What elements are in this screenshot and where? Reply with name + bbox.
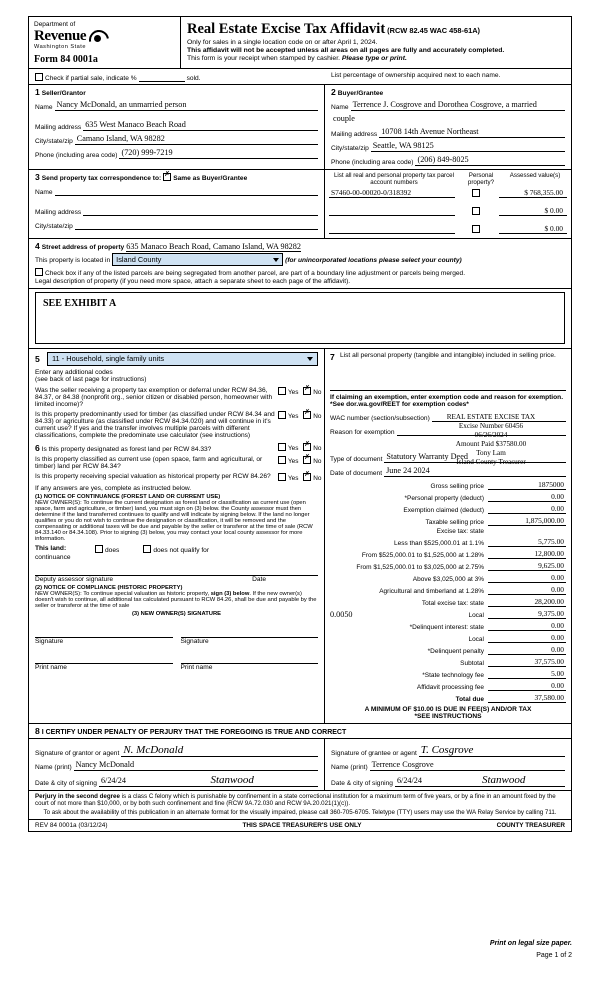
new-owner-signature-field-2[interactable] <box>181 623 319 638</box>
calc-value-6[interactable]: 12,800.00 <box>488 549 566 559</box>
table-row <box>329 206 567 216</box>
parcel-table <box>325 170 571 238</box>
department-label: Department of <box>34 21 76 28</box>
question-4-answers <box>278 456 322 470</box>
q3-no-checkbox[interactable] <box>303 443 311 451</box>
question-1-answers <box>278 387 322 408</box>
same-as-buyer-checkbox[interactable] <box>163 173 171 181</box>
question-3-answers <box>278 443 322 453</box>
q3-no-label: No <box>313 445 322 452</box>
legal-description-note: Legal description of property (if you need more space, attach a separate sheet to each page of the affidavit). <box>35 278 351 285</box>
table-row <box>329 188 567 198</box>
seller-citystatezip-label: City/state/zip <box>35 138 73 145</box>
certify-text: I CERTIFY UNDER PENALTY OF PERJURY THAT THE FOREGOING IS TRUE AND CORRECT <box>41 729 347 736</box>
buyer-citystatezip-value[interactable]: Seattle, WA 98125 <box>371 141 565 152</box>
grantor-name-label: Name (print) <box>35 764 72 771</box>
calc-label-10: Total excise tax: state <box>421 600 484 607</box>
buyer-name-value[interactable]: Terrence J. Cosgrove and Dorothea Cosgrove, a married <box>351 100 565 111</box>
header-sub-2: This affidavit will not be accepted unless all areas on all pages are fully and accurately completed. <box>187 47 505 54</box>
assessed-value-column-header: Assessed value(s) <box>509 172 561 179</box>
calc-label-0: Gross selling price <box>430 483 484 490</box>
corr-mailing-label: Mailing address <box>35 209 82 216</box>
question-2-answers <box>278 411 322 439</box>
calc-value-14[interactable]: 0.00 <box>488 645 566 655</box>
form-number: Form 84 0001a <box>34 54 98 65</box>
grantor-date-value[interactable]: 6/24/24 <box>99 776 209 787</box>
lower-section <box>29 348 571 723</box>
stamp-line-2: Excise Number 60456 <box>458 422 524 430</box>
calc-label-11: Local <box>468 612 484 619</box>
buyer-section-number: 2 <box>331 87 336 97</box>
print-legal-note: Print on legal size paper. <box>489 940 572 947</box>
personal-property-checkbox-1[interactable] <box>472 189 480 197</box>
new-owner-printname-field-1[interactable] <box>35 649 173 664</box>
section-8-number: 8 <box>35 726 40 736</box>
buyer-mailing-value[interactable]: 10708 14th Avenue Northeast <box>379 127 565 138</box>
header-sub-3b: Please type or print. <box>341 55 407 62</box>
calc-value-7[interactable]: 9,625.00 <box>488 561 566 571</box>
corr-mailing-value[interactable] <box>83 205 318 216</box>
calc-value-17[interactable]: 0.00 <box>488 681 566 691</box>
calc-value-13[interactable]: 0.00 <box>488 633 566 643</box>
q2-no-label: No <box>313 413 322 420</box>
q2-no-checkbox[interactable] <box>303 411 311 419</box>
revenue-wordmark: Revenue <box>34 28 87 44</box>
new-owner-printname-label-2: Print name <box>180 664 213 671</box>
buyer-citystatezip-label: City/state/zip <box>331 145 369 152</box>
partial-sale-sold: sold. <box>186 75 201 82</box>
section-5-number: 5 <box>35 354 40 364</box>
seller-phone-label: Phone (including area code) <box>35 152 118 159</box>
new-owner-printname-field-2[interactable] <box>181 649 319 664</box>
q4-yes-label: Yes <box>288 458 299 465</box>
calc-label-18: Total due <box>455 696 484 703</box>
q4-no-checkbox[interactable] <box>303 456 311 464</box>
q1-no-checkbox[interactable] <box>303 387 311 395</box>
land-does-qualify-checkbox[interactable] <box>95 545 103 553</box>
document-type-value[interactable]: Statutory Warranty Deed <box>384 452 566 463</box>
page-title: Real Estate Excise Tax Affidavit <box>187 21 386 37</box>
q1-no-label: No <box>313 389 322 396</box>
historic-header: (2) NOTICE OF COMPLIANCE (HISTORIC PROPERTY) <box>35 585 183 591</box>
assessed-value-2[interactable]: $ 0.00 <box>499 206 567 216</box>
calc-value-11[interactable]: 9,375.00 <box>488 609 566 619</box>
tty-note: To ask about the availability of this publication in an alternate format for the visually impaired, please call 360-705-6705. Teletype (TTY) users may use the WA Relay Service by calling 711. <box>43 809 557 816</box>
calc-label-7: From $1,525,000.01 to $3,025,000 at 2.75% <box>356 564 484 571</box>
parcel-number-1[interactable]: S7460-00-00020-0/318392 <box>329 188 455 198</box>
seller-mailing-value[interactable]: 635 West Manaco Beach Road <box>83 120 318 131</box>
grantor-city-value[interactable]: Stanwood <box>208 774 318 787</box>
page-number: Page 1 of 2 <box>536 952 572 959</box>
treasurer-use-label: THIS SPACE TREASURER'S USE ONLY <box>242 822 362 829</box>
grantee-name-value[interactable]: Terrence Cosgrove <box>370 760 565 771</box>
calc-value-16[interactable]: 5.00 <box>488 669 566 679</box>
corr-citystatezip-value[interactable] <box>75 219 318 230</box>
section-3-number: 3 <box>35 172 40 182</box>
stamp-line-6: Island County Treasurer <box>456 458 526 466</box>
rev-number: REV 84 0001a (03/12/24) <box>35 822 108 829</box>
deputy-assessor-signature-field[interactable] <box>35 561 318 576</box>
personal-property-checkbox-3[interactable] <box>472 225 480 233</box>
partial-sale-row <box>29 69 571 85</box>
q1-yes-checkbox[interactable] <box>278 387 286 395</box>
table-row <box>329 224 567 234</box>
exemption-reason-label: Reason for exemption <box>330 429 395 436</box>
seller-name-label: Name <box>35 104 53 111</box>
segregated-checkbox[interactable] <box>35 268 43 276</box>
assessed-value-3[interactable]: $ 0.00 <box>499 224 567 234</box>
question-1-text: Was the seller receiving a property tax exemption or deferral under RCW 84.36, 84.37, or 84.38 (nonprofit org., senior citizen or disabled person, homeowner with limited income)? <box>35 387 273 408</box>
section-5 <box>29 349 325 723</box>
grantee-date-label: Date & city of signing <box>331 780 393 787</box>
question-3-text: Is this property designated as forest land per RCW 84.33? <box>41 446 212 453</box>
document-type-label: Type of document <box>330 456 383 463</box>
seller-phone-value[interactable]: (720) 999-7219 <box>119 148 318 159</box>
new-owner-signature-label-2: Signature <box>180 638 209 645</box>
land-use-code-select[interactable]: 11 - Household, single family units <box>47 352 318 366</box>
title-block <box>181 17 571 68</box>
q4-yes-checkbox[interactable] <box>278 456 286 464</box>
calc-label-9: Agricultural and timberland at 1.28% <box>379 588 484 595</box>
located-in-label: This property is located in <box>35 257 111 264</box>
seller-mailing-label: Mailing address <box>35 124 82 131</box>
q3-yes-checkbox[interactable] <box>278 443 286 451</box>
parcel-column-header: List all real and personal property tax parcel account numbers <box>333 172 455 186</box>
section-7 <box>325 349 571 723</box>
q4-no-label: No <box>313 458 322 465</box>
stamp-line-3: 06/26/2024 <box>474 431 508 439</box>
corr-name-label: Name <box>35 189 53 196</box>
buyer-block <box>325 85 571 169</box>
assessed-value-1[interactable]: $ 768,355.00 <box>499 188 567 198</box>
parties-block <box>29 85 571 170</box>
calc-value-9[interactable]: 0.00 <box>488 585 566 595</box>
calc-value-12[interactable]: 0.00 <box>488 621 566 631</box>
question-5-answers <box>278 473 322 482</box>
wac-number-label: WAC number (section/subsection) <box>330 415 430 422</box>
historic-body: NEW OWNER(S): To continue special valuation as historic property, sign (3) below. If the new owner(s) doesn't wish to continue, all additional tax calculated pursuant to RCW 84.26, shall be due and payable by the seller or transferor at the time of sale <box>35 591 317 609</box>
q2-yes-label: Yes <box>288 413 299 420</box>
header-sub-3a: This form is your receipt when stamped by cashier. <box>187 55 342 62</box>
seller-citystatezip-value[interactable]: Camano Island, WA 98282 <box>75 134 318 145</box>
calc-label-12: *Delinquent interest: state <box>409 624 484 631</box>
question-2-text: Is this property predominantly used for timber (as classified under RCW 84.34 and 84.33) or agriculture (as classified under RCW 84.34.020) and will continue in it's current use? If yes and the transfer involves multiple parcels with different classifications, complete the predominate use calculator (see instructions) <box>35 411 275 439</box>
buyer-mailing-label: Mailing address <box>331 131 378 138</box>
q2-yes-checkbox[interactable] <box>278 411 286 419</box>
grantor-signature-block <box>29 739 325 790</box>
calc-value-10[interactable]: 28,200.00 <box>488 597 566 607</box>
enter-codes-label: Enter any additional codes <box>35 369 113 376</box>
question-4-text: Is this property classified as current use (open space, farm and agricultural, or timber) land per RCW 84.34? <box>35 456 263 470</box>
grantee-date-value[interactable]: 6/24/24 <box>395 776 480 787</box>
stamp-line-1: REAL ESTATE EXCISE TAX <box>446 413 536 421</box>
parcel-number-3[interactable] <box>329 233 455 234</box>
grantee-signature-value[interactable]: T. Cosgrove <box>419 744 565 757</box>
calc-label-13: Local <box>468 636 484 643</box>
calc-value-2[interactable]: 0.00 <box>488 504 566 514</box>
new-owner-signature-header: (3) NEW OWNER(S) SIGNATURE <box>131 611 222 617</box>
state-label: Washington State <box>34 44 86 50</box>
q5-no-checkbox[interactable] <box>303 473 311 481</box>
section-4-number: 4 <box>35 241 40 251</box>
same-as-buyer-label: Same as Buyer/Grantee <box>173 175 248 182</box>
deputy-assessor-date-label: Date <box>252 576 266 583</box>
county-select[interactable]: Island County <box>112 253 283 266</box>
personal-property-checkbox-2[interactable] <box>472 207 480 215</box>
segregated-note: Check box if any of the listed parcels are being segregated from another parcel, are part of a boundary line adjustment or parcels being merged. <box>45 270 466 277</box>
section-7-number: 7 <box>330 352 335 362</box>
seller-name-value[interactable]: Nancy McDonald, an unmarried person <box>55 100 318 111</box>
calc-label-6: From $525,000.01 to $1,525,000 at 1.28% <box>361 552 484 559</box>
calc-label-17: Affidavit processing fee <box>416 684 484 691</box>
q1-yes-label: Yes <box>288 389 299 396</box>
form-frame <box>28 16 572 832</box>
this-land-label: This land: <box>35 545 67 552</box>
corr-name-value[interactable] <box>55 185 318 196</box>
section-4 <box>29 239 571 289</box>
perjury-bold: Perjury in the second degree <box>35 793 120 800</box>
continuance-word: continuance <box>35 554 71 561</box>
grantor-signature-value[interactable]: N. McDonald <box>121 744 318 757</box>
form-header <box>29 17 571 69</box>
parcel-number-2[interactable] <box>329 215 455 216</box>
calc-value-8[interactable]: 0.00 <box>488 573 566 583</box>
header-sub-1: Only for sales in a single location code on or after April 1, 2024. <box>187 39 378 46</box>
county-hint: (for unincorporated locations please select your county) <box>285 257 462 264</box>
continuance-header: (1) NOTICE OF CONTINUANCE (FOREST LAND OR CURRENT USE) <box>35 494 221 500</box>
buyer-phone-value[interactable]: (206) 849-8025 <box>415 155 565 166</box>
buyer-phone-label: Phone (including area code) <box>331 159 414 166</box>
stamp-line-5: Tony Lam <box>476 449 506 457</box>
corr-citystatezip-label: City/state/zip <box>35 223 73 230</box>
agency-block <box>29 17 181 68</box>
calc-label-4: Excise tax: state <box>436 528 484 535</box>
legal-description-box[interactable]: SEE EXHIBIT A <box>35 292 565 344</box>
new-owner-signature-label-1: Signature <box>35 638 64 645</box>
document-date-label: Date of document <box>330 470 383 477</box>
perjury-text: is a class C felony which is punishable by confinement in a state correctional institution for a maximum term of five years, or by a fine in an amount fixed by the court of not more than $10,000, or by both such confinement and fine (RCW 9A.72.030 and RCW 9A.20.021(1)(c)). <box>35 793 556 807</box>
county-treasurer-label: COUNTY TREASURER <box>496 822 565 829</box>
q5-no-label: No <box>313 475 322 482</box>
calc-label-8: Above $3,025,000 at 3% <box>412 576 484 583</box>
calc-label-16: *State technology fee <box>422 672 484 679</box>
land-does-not-label: does not qualify for <box>153 547 210 554</box>
section-3-heading: Send property tax correspondence to: <box>41 175 162 182</box>
calc-value-18[interactable]: 37,580.00 <box>488 693 566 703</box>
q3-yes-label: Yes <box>288 445 299 452</box>
buyer-name-value-2[interactable]: couple <box>333 114 355 123</box>
grantor-signature-label: Signature of grantor or agent <box>35 750 120 757</box>
document-date-value[interactable]: June 24 2024 <box>384 466 566 477</box>
grantee-signature-block <box>325 739 571 790</box>
buyer-heading: Buyer/Grantee <box>337 90 384 97</box>
calc-label-15: Subtotal <box>460 660 484 667</box>
seller-heading: Seller/Grantor <box>41 90 86 97</box>
grantor-date-label: Date & city of signing <box>35 780 97 787</box>
deputy-assessor-signature-label: Deputy assessor signature <box>35 576 114 583</box>
seller-section-number: 1 <box>35 87 40 97</box>
minimum-due-note: A MINIMUM OF $10.00 IS DUE IN FEE(S) AND/OR TAX <box>364 706 532 713</box>
section-8 <box>29 738 571 790</box>
calc-label-1: *Personal property (deduct) <box>404 495 484 502</box>
section-3 <box>29 170 571 239</box>
perjury-footer <box>29 790 571 819</box>
new-owner-signature-field-1[interactable] <box>35 623 173 638</box>
calc-value-3[interactable]: 1,875,000.00 <box>488 516 566 526</box>
street-address-label: Street address of property <box>41 244 125 251</box>
calc-value-0[interactable]: 1875000 <box>488 480 566 490</box>
partial-sale-checkbox[interactable] <box>35 73 43 81</box>
continuance-body: NEW OWNER(S): To continue the current designation as forest land or classification as current use (open space, farm and agriculture, or timber) land, you must sign on (3) below. the County assessor must then determine if the land transferred continues to qualify and will indicate by signing below. If the land no longer qualifies or you do not wish to continue the designation or classification, it will be removed and the compensating or additional taxes will be due and payable by the seller or transferor at the time of sale (RCW 84.33.140 or 84.34.108). Prior to signing (3) below, you may contact your local county assessor for more information. <box>35 500 313 542</box>
calc-value-15[interactable]: 37,575.00 <box>488 657 566 667</box>
section-7-heading: List all personal property (tangible and intangible) included in selling price. <box>340 352 556 359</box>
land-does-not-qualify-checkbox[interactable] <box>143 545 151 553</box>
exemption-note: If claiming an exemption, enter exemption code and reason for exemption. *See dor.wa.gov/REET for exemption codes* <box>330 394 564 408</box>
partial-sale-label: Check if partial sale, indicate % <box>45 75 137 82</box>
form-footer-row <box>29 819 571 831</box>
q5-yes-label: Yes <box>288 475 299 482</box>
section-6-number: 6 <box>35 443 40 453</box>
local-rate-value[interactable]: 0.0050 <box>330 610 353 619</box>
ownership-note: List percentage of ownership acquired next to each name. <box>331 72 501 79</box>
grantee-city-value[interactable]: Stanwood <box>480 774 565 787</box>
treasurer-stamp <box>416 413 566 467</box>
calc-label-3: Taxable selling price <box>425 519 484 526</box>
stamp-line-4: Amount Paid $37580.00 <box>455 440 527 448</box>
rcw-citation: (RCW 82.45 WAC 458-61A) <box>387 26 480 35</box>
calc-label-5: Less than $525,000.01 at 1.1% <box>394 540 484 547</box>
new-owner-printname-label-1: Print name <box>35 664 67 671</box>
answers-note: If any answers are yes, complete as instructed below. <box>35 485 192 492</box>
grantee-name-label: Name (print) <box>331 764 368 771</box>
street-address-value[interactable]: 635 Manaco Beach Road, Camano Island, WA 98282 <box>126 242 301 251</box>
personal-property-list-field[interactable] <box>330 362 566 391</box>
grantor-name-value[interactable]: Nancy McDonald <box>74 760 318 771</box>
question-5-text: Is this property receiving special valuation as historical property per RCW 84.26? <box>35 473 271 480</box>
revenue-swirl-icon <box>89 29 109 49</box>
see-back-note: (see back of last page for instructions) <box>35 376 147 383</box>
personal-property-column-header: Personal property? <box>467 172 495 186</box>
calc-value-5[interactable]: 5,775.00 <box>488 537 566 547</box>
buyer-name-label: Name <box>331 104 349 111</box>
tax-correspondence-block <box>29 170 325 238</box>
grantee-signature-label: Signature of grantee or agent <box>331 750 417 757</box>
calc-label-2: Exemption claimed (deduct) <box>403 507 484 514</box>
section-8-header <box>29 723 571 738</box>
calc-value-1[interactable]: 0.00 <box>488 492 566 502</box>
seller-block <box>29 85 325 169</box>
calc-label-14: *Delinquent penalty <box>427 648 484 655</box>
see-instructions-note: *SEE INSTRUCTIONS <box>414 713 482 720</box>
land-does-label: does <box>105 547 120 554</box>
q5-yes-checkbox[interactable] <box>278 473 286 481</box>
